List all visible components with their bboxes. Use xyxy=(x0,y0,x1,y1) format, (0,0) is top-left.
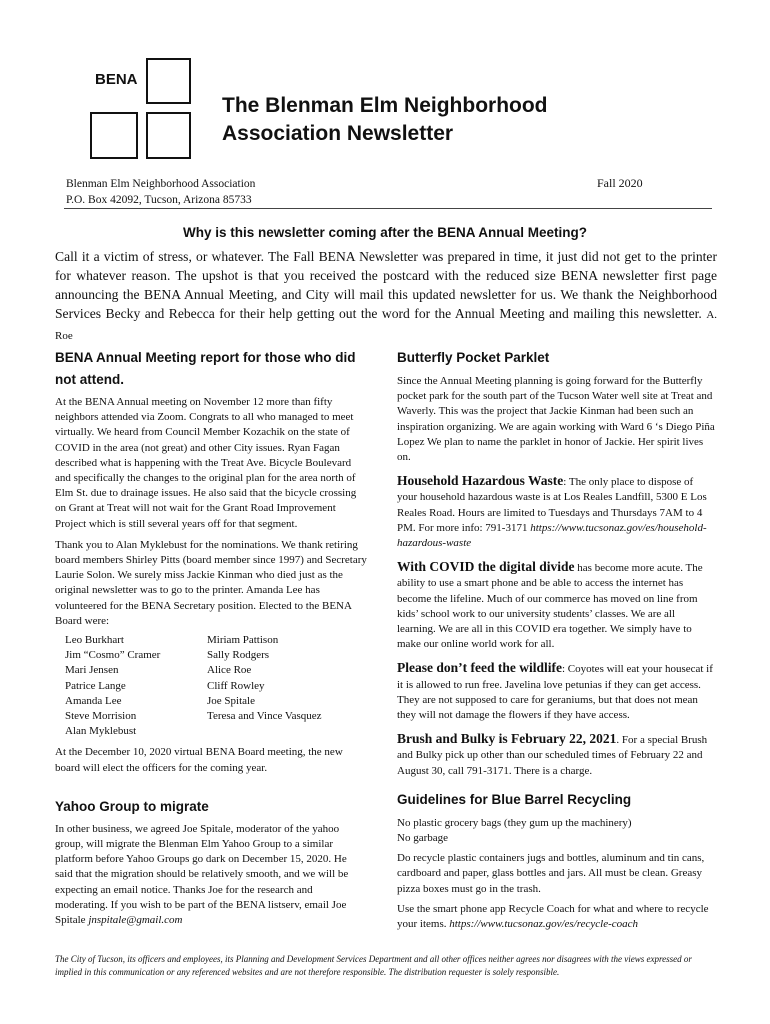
board-member: Steve Morrision xyxy=(65,710,137,723)
board-member: Miriam Pattison xyxy=(207,634,279,647)
recycling-do-recycle: Do recycle plastic containers jugs and bottles, aluminum and tin cans, cardboard and paper, glass bottles and jars. All must be clean. Greasy pizza boxes must go in the trash. xyxy=(397,852,705,895)
board-member-list xyxy=(65,633,367,739)
yahoo-email-link[interactable]: jnspitale@gmail.com xyxy=(88,914,183,927)
lead-heading: Why is this newsletter coming after the BENA Annual Meeting? xyxy=(182,225,588,240)
recycling-app-text: Use the smart phone app Recycle Coach for what and where to recycle your items. xyxy=(397,902,709,931)
board-member: Patrice Lange xyxy=(65,679,126,692)
board-member: Sally Rodgers xyxy=(207,649,270,662)
board-member: Alice Roe xyxy=(207,664,252,677)
annual-meeting-p3: At the December 10, 2020 virtual BENA Board meeting, the new board will elect the officers for the coming year. xyxy=(55,746,343,774)
org-name: Blenman Elm Neighborhood Association xyxy=(66,178,256,190)
left-column xyxy=(55,347,367,928)
parklet-heading: Butterfly Pocket Parklet xyxy=(397,350,550,365)
board-member: Leo Burkhart xyxy=(65,634,124,647)
annual-meeting-heading: BENA Annual Meeting report for those who did not attend. xyxy=(55,350,356,387)
annual-meeting-p1: At the BENA Annual meeting on November 12 more than fifty neighbors attended via Zoom. Congrats to all who managed to meet virtually. We heard from Council Member Kozachik on the state of COVID in the area (not great) and other City issues. Ryan Fagan described what is happening with the Treat Ave. Bicycle Boulevard and specifically the changes to the original plan for the area north of Elm St. due to drainage issues. He also said that the bicycle crossing on Grant at Treat will not wait for the Grant Road Improvement Project which is still several years off for that segment. xyxy=(55,396,357,530)
brush-heading: Brush and Bulky is February 22, 2021 xyxy=(397,731,617,747)
wildlife-heading: Please don’t feed the wildlife xyxy=(397,660,562,676)
recycling-app-paragraph xyxy=(397,902,715,932)
board-member: Teresa and Vince Vasquez xyxy=(207,710,322,723)
board-member: Cliff Rowley xyxy=(207,679,265,692)
brush-body: . For a special Brush and Bulky pick up other than our scheduled times of February 22 and August 30, call 791-3171. There is a charge. xyxy=(397,734,708,777)
yahoo-paragraph xyxy=(55,822,367,928)
board-names-left xyxy=(65,633,207,739)
hazardous-link[interactable]: https://www.tucsonaz.gov/es/household-hazardous-waste xyxy=(397,521,707,550)
covid-body: has become more acute. The ability to use a smart phone and be able to access the internet has become the lifeline. Much of our commerce has moved on line from kids’ school work to our university students’ classes. We are all learning. We are all in this COVID era together. We simply have to make our online world work for all. xyxy=(397,562,703,651)
board-member: Joe Spitale xyxy=(207,694,255,707)
lead-signature: A. Roe xyxy=(55,309,718,342)
board-member: Amanda Lee xyxy=(65,694,122,707)
brush-paragraph xyxy=(397,731,715,779)
board-member: Alan Myklebust xyxy=(65,725,137,738)
logo-box-bottom-right xyxy=(146,112,191,159)
org-address: P.O. Box 42092, Tucson, Arizona 85733 xyxy=(66,194,252,206)
logo-text: BENA xyxy=(95,71,138,88)
lead-body: Call it a victim of stress, or whatever. The Fall BENA Newsletter was prepared in time, it just did not get to the printer for whatever reason. The upshot is that you received the postcard with the reduced size BENA newsletter first page announcing the BENA Annual Meeting, and City will mail this updated newsletter for us. We thank the Neighborhood Services Becky and Rebecca for their help getting out the word for the Annual Meeting and mailing this newsletter. xyxy=(55,249,717,321)
footer-disclaimer: The City of Tucson, its officers and employees, its Planning and Development Services Department and all other offices neither agrees nor disagrees with the views expressed or implied in this communication or any referenced websites and are not therefore responsible. The distribution requester is solely responsible. xyxy=(55,954,692,977)
lead-article xyxy=(55,247,717,346)
parklet-body: Since the Annual Meeting planning is going forward for the Butterfly pocket park for the south part of the Tucson Water well site at Treat and Waverly. This was the project that Jackie Kinman had been such an inspiration organizing. We are again working with Ward 6 ‘s Diego Piña Lopez We plan to name the parklet in honor of Jackie. Her spirit lives on. xyxy=(397,375,715,464)
yahoo-heading: Yahoo Group to migrate xyxy=(55,798,209,814)
recycling-heading: Guidelines for Blue Barrel Recycling xyxy=(397,791,632,807)
issue-season: Fall 2020 xyxy=(597,176,643,190)
masthead-divider xyxy=(64,208,712,209)
logo-box-bottom-left xyxy=(90,112,138,159)
annual-meeting-p2: Thank you to Alan Myklebust for the nominations. We thank retiring board members Shirley Pitts (board member since 1997) and Secretary Laurie Solon. We surely miss Jackie Kinman who died just as the original newsletter was to go to the printer. Amanda Lee has volunteered for the BENA Secretary position. Elected to the BENA Board were: xyxy=(55,538,367,627)
yahoo-body: In other business, we agreed Joe Spitale, moderator of the yahoo group, will migrate the Blenman Elm Yahoo Group to a similar platform before Yahoo Groups go dark on December 15, 2020. He said that the migration should be relatively smooth, and we will be expecting an email notice. Thanks Joe for the research and moderating. If you wish to be part of the BENA listserv, email Joe Spitale xyxy=(55,822,349,927)
wildlife-paragraph xyxy=(397,660,715,723)
wildlife-body: : Coyotes will eat your housecat if it is allowed to run free. Javelina love petunias if they can get access. They are not supposed to care for geraniums, but that does not mean they will not damage the flowers if they have access. xyxy=(397,663,713,722)
hazardous-paragraph xyxy=(397,473,715,551)
recycling-no-bags: No plastic grocery bags (they gum up the machinery) xyxy=(397,816,632,829)
recycle-coach-link[interactable]: https://www.tucsonaz.gov/es/recycle-coach xyxy=(449,918,639,931)
hazardous-body: : The only place to dispose of your household hazardous waste is at Los Reales Landfill, 5300 E Los Reales Road. Hours are limited to Tuesdays and Thursdays 7AM to 4 PM. For more info: 791-3171 xyxy=(397,476,707,534)
right-column xyxy=(397,347,715,932)
covid-heading: With COVID the digital divide xyxy=(397,559,575,575)
board-names-right xyxy=(207,633,322,739)
board-member: Mari Jensen xyxy=(65,664,119,677)
board-member: Jim “Cosmo” Cramer xyxy=(65,649,161,662)
logo-box-top-right xyxy=(146,58,191,104)
hazardous-heading: Household Hazardous Waste xyxy=(397,473,564,489)
recycling-no-garbage: No garbage xyxy=(397,832,449,845)
newsletter-title: The Blenman Elm Neighborhood Association Newsletter xyxy=(222,94,548,145)
covid-paragraph xyxy=(397,559,715,652)
org-block xyxy=(66,176,255,208)
